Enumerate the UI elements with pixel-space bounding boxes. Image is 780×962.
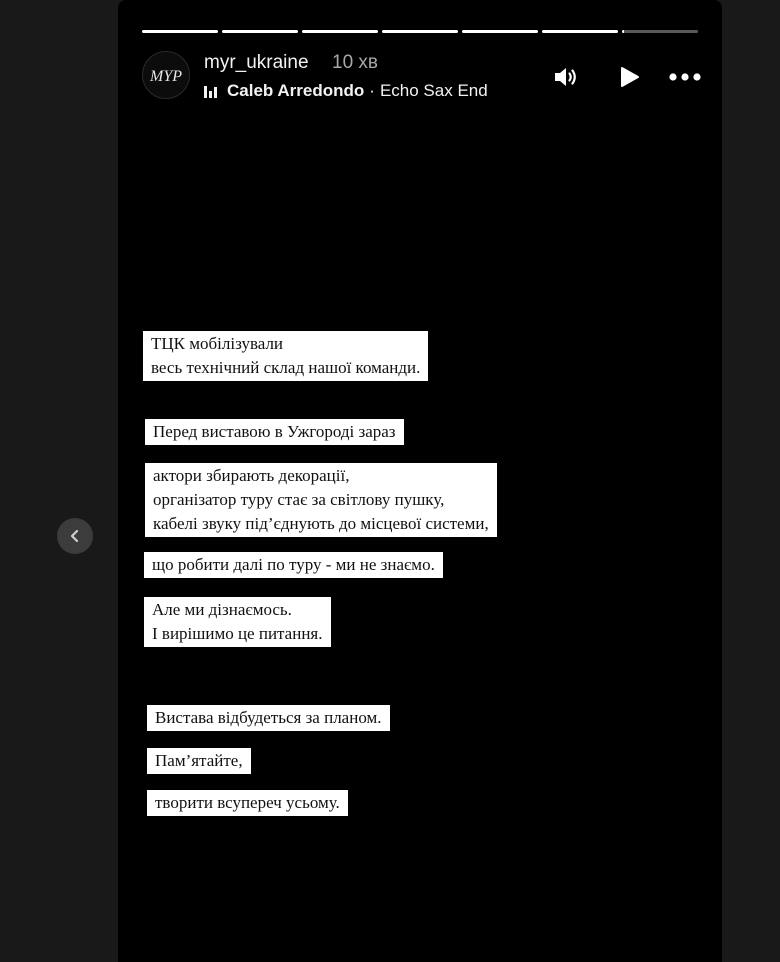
text-line: творити всупереч усьому. [155, 793, 340, 812]
story-header [142, 51, 698, 101]
story-text-block [144, 597, 331, 647]
progress-segment [542, 30, 618, 33]
username[interactable]: myr_ukraine [204, 52, 309, 73]
progress-segment [382, 30, 458, 33]
text-line: що робити далі по туру - ми не знаємо. [152, 555, 435, 574]
text-line: організатор туру стає за світлову пушку, [153, 490, 445, 509]
more-options-button[interactable] [668, 63, 702, 91]
music-artist: Caleb Arredondo [227, 81, 365, 100]
text-line: весь технічний склад нашої команди. [151, 358, 421, 377]
story-text-block [145, 463, 497, 537]
chevron-left-icon [68, 529, 82, 543]
text-line: Але ми дізнаємось. [152, 600, 292, 619]
story-text-block [147, 790, 348, 816]
mute-button[interactable] [550, 63, 580, 91]
text-line: ТЦК мобілізували [151, 334, 284, 353]
avatar-logo: MYP [150, 68, 182, 85]
more-icon [668, 72, 702, 82]
story-progress-bar [142, 30, 698, 33]
progress-segment [222, 30, 298, 33]
text-line: Вистава відбудеться за планом. [155, 708, 382, 727]
story-text-block [143, 331, 428, 381]
text-line: Пам’ятайте, [155, 751, 243, 770]
progress-segment [302, 30, 378, 33]
music-separator: · [369, 81, 375, 100]
story-text-block [147, 748, 251, 774]
text-line: актори збирають декорації, [153, 466, 350, 485]
timestamp: 10 хв [332, 52, 379, 73]
music-info[interactable] [204, 81, 488, 101]
text-line: І вирішимо це питання. [152, 624, 323, 643]
story-text-block [145, 419, 404, 445]
previous-story-button[interactable] [57, 518, 93, 554]
play-button[interactable] [616, 63, 642, 91]
play-icon [618, 65, 640, 89]
text-line: Перед виставою в Ужгороді зараз [153, 422, 396, 441]
music-track: Echo Sax End [379, 81, 488, 100]
audio-bars-icon [204, 85, 217, 98]
speaker-icon [552, 65, 578, 89]
progress-segment-current [622, 30, 698, 33]
progress-segment [142, 30, 218, 33]
text-line: кабелі звуку під’єднують до місцевої системи, [153, 514, 489, 533]
story-text-block [144, 552, 443, 578]
story-viewer[interactable] [118, 0, 722, 962]
progress-segment [462, 30, 538, 33]
avatar[interactable] [142, 51, 190, 99]
story-text-block [147, 705, 390, 731]
